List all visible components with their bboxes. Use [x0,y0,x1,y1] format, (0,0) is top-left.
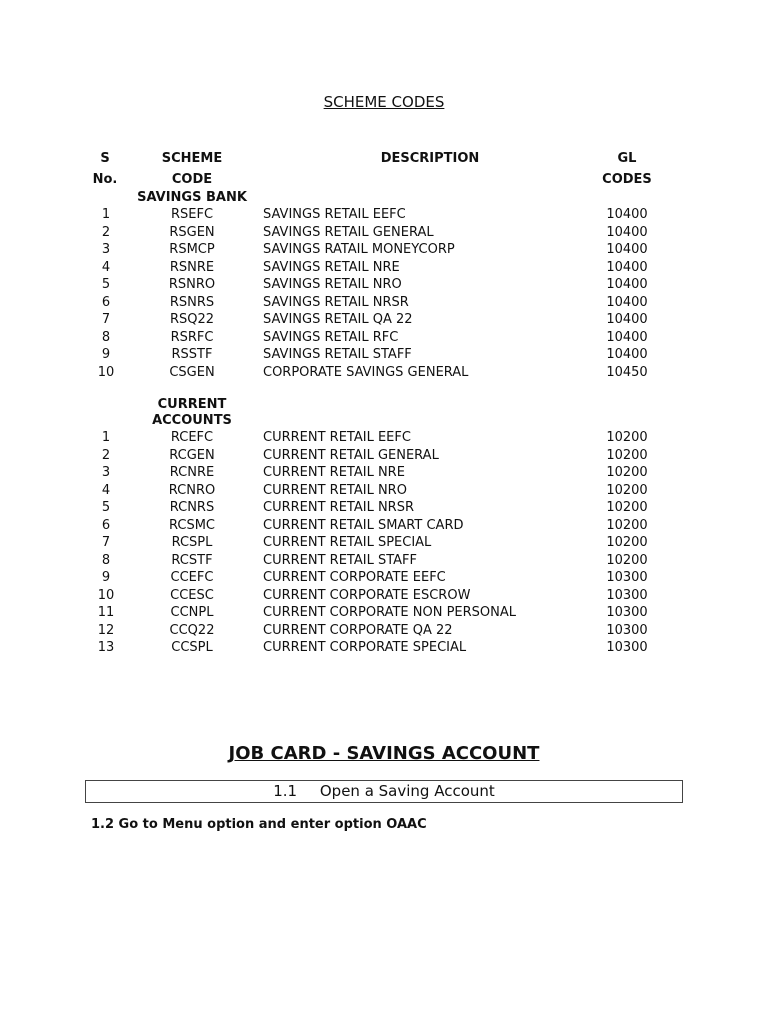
row-sno: 2 [101,447,111,463]
row-description: CURRENT RETAIL NRO [263,482,407,498]
row-scheme-code: RCSTF [171,552,213,568]
row-scheme-code: RSEFC [170,207,214,222]
header-gl-line1: GL [617,151,637,166]
section-title: Open a Saving Account [319,782,495,800]
row-gl-code: 10200 [606,552,648,568]
table-row [0,276,768,294]
row-description: CURRENT CORPORATE NON PERSONAL [263,605,517,620]
table-row [0,587,768,605]
row-sno: 11 [97,605,115,620]
row-description: CURRENT RETAIL STAFF [263,552,417,568]
table-row [0,241,768,259]
row-gl-code: 10300 [606,640,648,655]
row-sno: 10 [97,587,115,603]
row-description: CURRENT CORPORATE ESCROW [263,587,471,603]
table-row [0,499,768,517]
row-description: SAVINGS RETAIL STAFF [263,347,412,362]
row-gl-code: 10300 [606,587,648,603]
row-description: SAVINGS RETAIL NRO [263,277,402,292]
row-scheme-code: CCSPL [171,640,213,655]
table-row [0,329,768,347]
row-gl-code: 10400 [606,242,648,257]
row-description: CURRENT CORPORATE SPECIAL [263,640,467,655]
table-row [0,364,768,382]
table-row [0,311,768,329]
row-gl-code: 10200 [606,517,648,533]
row-description: SAVINGS RETAIL GENERAL [263,224,434,240]
row-gl-code: 10400 [606,329,648,345]
row-gl-code: 10300 [606,605,648,620]
table-row [0,259,768,277]
current-label-line2: ACCOUNTS [152,413,232,428]
table-row [0,534,768,552]
row-description: CURRENT RETAIL NRSR [263,500,414,515]
row-sno: 3 [101,242,111,257]
row-scheme-code: CCEFC [170,570,214,585]
row-gl-code: 10400 [606,224,648,240]
row-scheme-code: RSMCP [169,242,215,257]
row-sno: 1 [101,207,111,222]
row-scheme-code: RCSMC [168,517,215,533]
row-description: CURRENT RETAIL GENERAL [263,447,439,463]
row-sno: 12 [97,622,115,638]
table-row [0,294,768,312]
header-scheme-code [142,151,242,188]
row-description: SAVINGS RETAIL RFC [263,329,399,345]
section-label-savings-bank: SAVINGS BANK [137,190,247,205]
row-sno: 8 [101,329,111,345]
page-title: SCHEME CODES [323,93,445,111]
row-scheme-code: RSGEN [169,224,215,240]
table-row [0,517,768,535]
row-description: CURRENT RETAIL SPECIAL [263,535,432,550]
row-gl-code: 10400 [606,207,648,222]
row-scheme-code: RCNRS [169,500,215,515]
header-gl-codes [588,151,666,188]
row-sno: 6 [101,294,111,310]
table-row [0,464,768,482]
table-row [0,224,768,242]
row-gl-code: 10400 [606,312,648,327]
row-sno: 5 [101,500,111,515]
row-gl-code: 10400 [606,347,648,362]
row-description: SAVINGS RETAIL NRSR [263,294,409,310]
row-gl-code: 10400 [606,294,648,310]
row-scheme-code: RCSPL [171,535,213,550]
row-gl-code: 10300 [606,570,648,585]
row-scheme-code: RSRFC [170,329,214,345]
row-gl-code: 10450 [606,364,648,380]
row-scheme-code: CCNPL [170,605,214,620]
step-instruction: 1.2 Go to Menu option and enter option OAAC [91,817,427,832]
row-description: CURRENT CORPORATE QA 22 [263,622,453,638]
row-gl-code: 10200 [606,482,648,498]
current-table [0,429,768,657]
row-sno: 10 [97,364,115,380]
row-gl-code: 10400 [606,259,648,275]
row-description: CURRENT RETAIL SMART CARD [263,517,464,533]
row-description: SAVINGS RETAIL NRE [263,259,400,275]
table-row [0,206,768,224]
row-sno: 9 [101,347,111,362]
row-sno: 7 [101,535,111,550]
table-row [0,569,768,587]
row-scheme-code: CCESC [170,587,214,603]
row-sno: 6 [101,517,111,533]
row-sno: 5 [101,277,111,292]
table-row [0,482,768,500]
row-description: CURRENT CORPORATE EEFC [263,570,446,585]
row-gl-code: 10200 [606,465,648,480]
table-row [0,622,768,640]
row-scheme-code: RSNRS [169,294,215,310]
header-sno-line2: No. [92,172,118,187]
header-sno-line1: S [100,151,110,166]
row-sno: 8 [101,552,111,568]
row-sno: 13 [97,640,115,655]
row-sno: 9 [101,570,111,585]
row-scheme-code: RSSTF [171,347,213,362]
row-sno: 3 [101,465,111,480]
row-sno: 4 [101,259,111,275]
section-box [85,780,683,803]
row-description: CURRENT RETAIL EEFC [263,430,411,445]
row-gl-code: 10400 [606,277,648,292]
table-row [0,447,768,465]
current-label-line1: CURRENT [157,397,227,412]
row-scheme-code: CSGEN [169,364,215,380]
row-description: SAVINGS RATAIL MONEYCORP [263,242,455,257]
header-gl-line2: CODES [602,172,652,187]
row-sno: 2 [101,224,111,240]
row-scheme-code: RSNRE [169,259,215,275]
table-row [0,429,768,447]
savings-table [0,206,768,381]
header-code-line2: CODE [171,172,213,187]
section-label-current-accounts [132,397,252,429]
table-row [0,604,768,622]
row-scheme-code: CCQ22 [169,622,215,638]
row-description: CURRENT RETAIL NRE [263,465,405,480]
row-sno: 4 [101,482,111,498]
row-gl-code: 10200 [606,500,648,515]
table-row [0,639,768,657]
row-scheme-code: RCNRO [168,482,216,498]
row-description: SAVINGS RETAIL QA 22 [263,312,413,327]
section-number: 1.1 [273,782,298,800]
row-gl-code: 10200 [606,447,648,463]
job-card-title: JOB CARD - SAVINGS ACCOUNT [228,743,540,764]
table-row [0,552,768,570]
row-scheme-code: RCNRE [169,465,215,480]
table-row [0,346,768,364]
header-code-line1: SCHEME [161,151,223,166]
row-gl-code: 10300 [606,622,648,638]
header-description: DESCRIPTION [380,151,480,166]
row-sno: 7 [101,312,111,327]
row-gl-code: 10200 [606,430,648,445]
row-scheme-code: RCGEN [169,447,215,463]
row-description: CORPORATE SAVINGS GENERAL [263,364,469,380]
row-scheme-code: RSNRO [168,277,216,292]
row-description: SAVINGS RETAIL EEFC [263,207,406,222]
row-sno: 1 [101,430,111,445]
header-sno [74,151,136,188]
row-scheme-code: RSQ22 [169,312,215,327]
row-scheme-code: RCEFC [170,430,214,445]
row-gl-code: 10200 [606,535,648,550]
